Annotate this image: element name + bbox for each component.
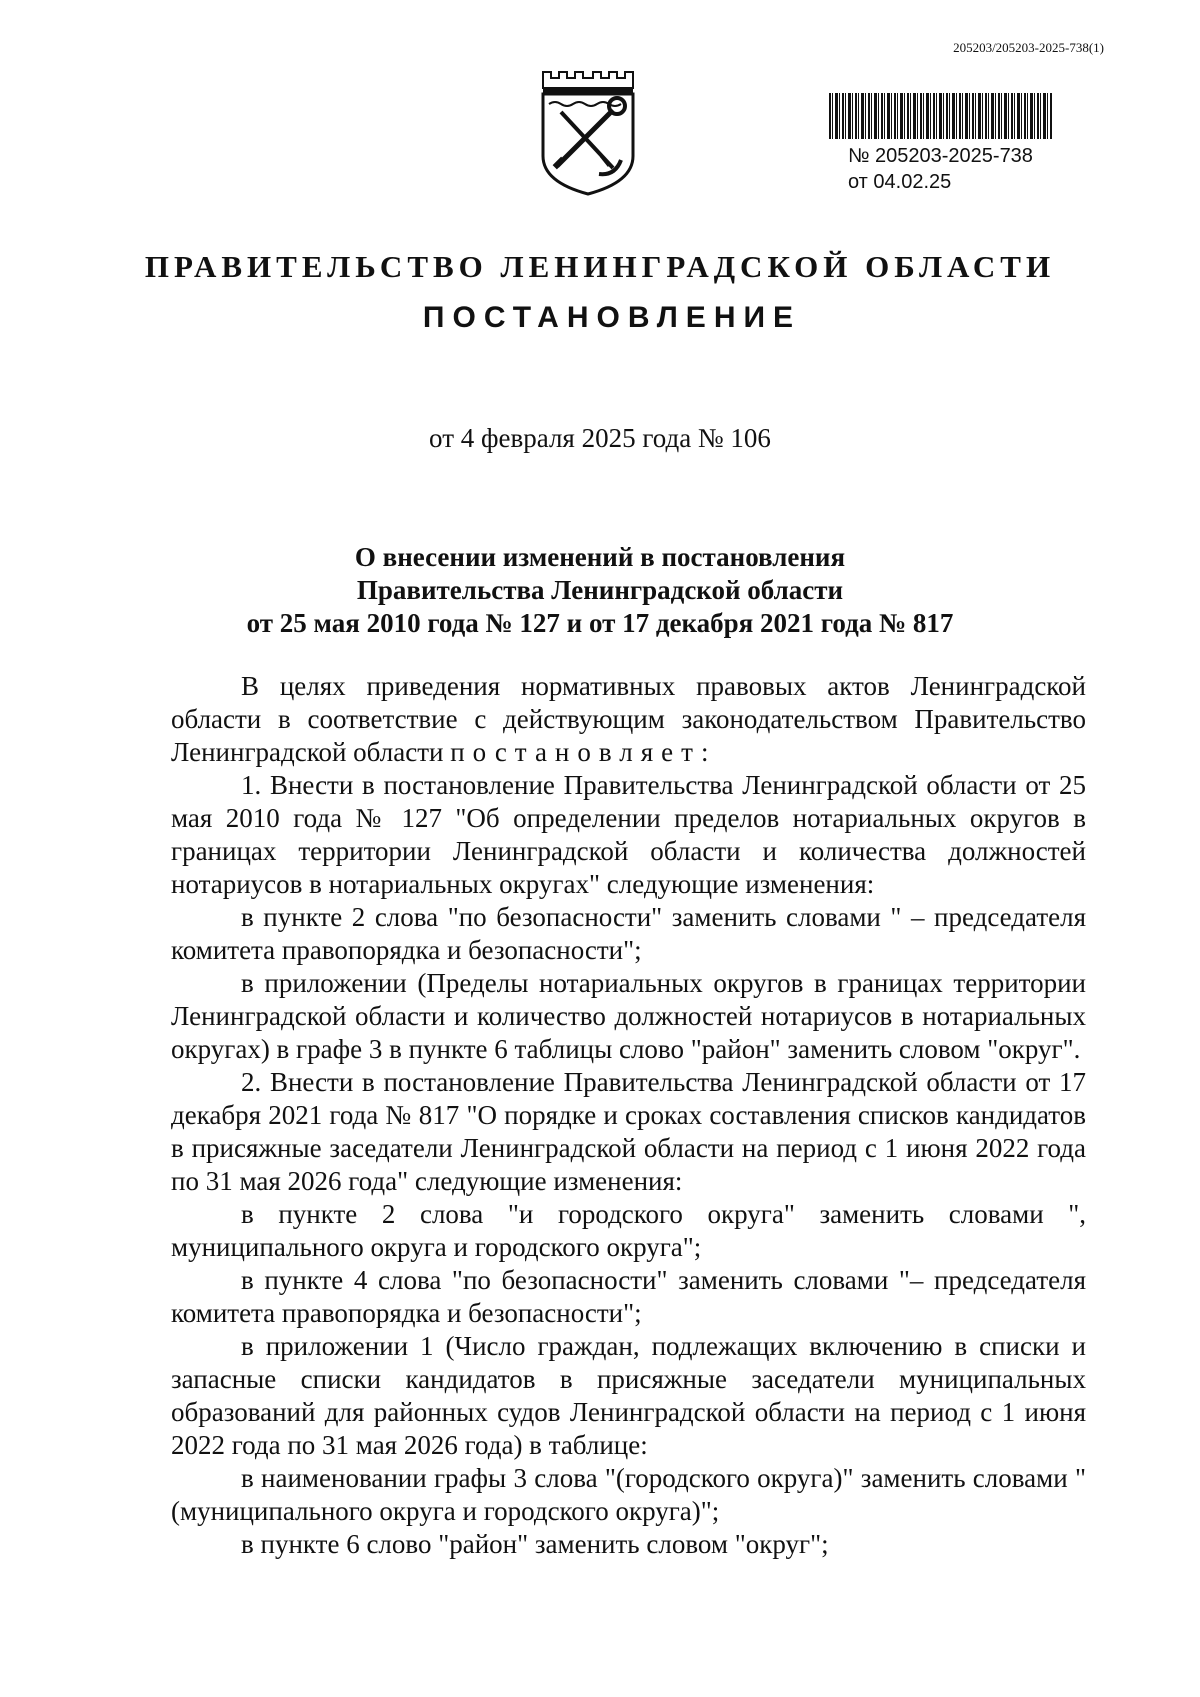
document-type: ПОСТАНОВЛЕНИЕ <box>422 301 802 334</box>
subject-line: О внесении изменений в постановления <box>354 542 846 572</box>
government-title: ПРАВИТЕЛЬСТВО ЛЕНИНГРАДСКОЙ ОБЛАСТИ <box>144 249 1056 284</box>
paragraph-2-item-d: в наименовании графы 3 слова "(городского округа)" заменить словами "(муниципального округа и городского округа)"; <box>171 1463 1086 1526</box>
decree-body <box>171 670 1086 1561</box>
paragraph-2-item-b: в пункте 4 слова "по безопасности" заменить словами "– председателя комитета правопорядка и безопасности"; <box>171 1265 1086 1328</box>
paragraph-1-item-b: в приложении (Пределы нотариальных округов в границах территории Ленинградской области и количество должностей нотариусов в нотариальных округах) в графе 3 в пункте 6 таблицы слово "район" заменить словом "округ". <box>171 968 1086 1064</box>
registration-number: № 205203-2025-738 <box>848 145 1033 167</box>
document-id: 205203/205203-2025-738(1) <box>953 40 1104 55</box>
barcode-icon <box>829 93 1053 139</box>
decree-date-line: от 4 февраля 2025 года № 106 <box>429 423 771 453</box>
leningrad-oblast-coat-of-arms-icon <box>539 64 637 198</box>
paragraph-1: 1. Внести в постановление Правительства Ленинградской области от 25 мая 2010 года № 127 "Об определении пределов нотариальных округов в границах территории Ленинградской области и количества должностей нотариусов в нотариальных округах" следующие изменения: <box>171 770 1086 899</box>
paragraph-1-item-a: в пункте 2 слова "по безопасности" заменить словами " – председателя комитета правопорядка и безопасности"; <box>171 902 1086 965</box>
registration-block <box>848 143 1033 195</box>
decree-subject <box>0 541 1200 640</box>
registration-date: от 04.02.25 <box>848 171 952 193</box>
preamble-text: В целях приведения нормативных правовых актов Ленинградской области в соответствие с действующим законодательством Правительство Ленинградской области <box>171 671 1086 767</box>
paragraph-2-item-a: в пункте 2 слова "и городского округа" заменить словами ", муниципального округа и городского округа"; <box>171 1199 1086 1262</box>
decree-verb: постановляет: <box>450 737 717 767</box>
paragraph-2-item-e: в пункте 6 слово "район" заменить словом "округ"; <box>241 1529 829 1559</box>
subject-line: Правительства Ленинградской области <box>356 575 844 605</box>
paragraph-2-item-c: в приложении 1 (Число граждан, подлежащих включению в списки и запасные списки кандидатов в присяжные заседатели муниципальных образований для районных судов Ленинградской области на период с 1 июня 2022 года по 31 мая 2026 года) в таблице: <box>171 1331 1086 1460</box>
paragraph-2: 2. Внести в постановление Правительства Ленинградской области от 17 декабря 2021 года № 817 "О порядке и сроках составления списков кандидатов в присяжные заседатели Ленинградской области на период с 1 июня 2022 года по 31 мая 2026 года" следующие изменения: <box>171 1067 1086 1196</box>
preamble-paragraph <box>171 670 1086 769</box>
subject-line: от 25 мая 2010 года № 127 и от 17 декабря 2021 года № 817 <box>246 608 954 638</box>
